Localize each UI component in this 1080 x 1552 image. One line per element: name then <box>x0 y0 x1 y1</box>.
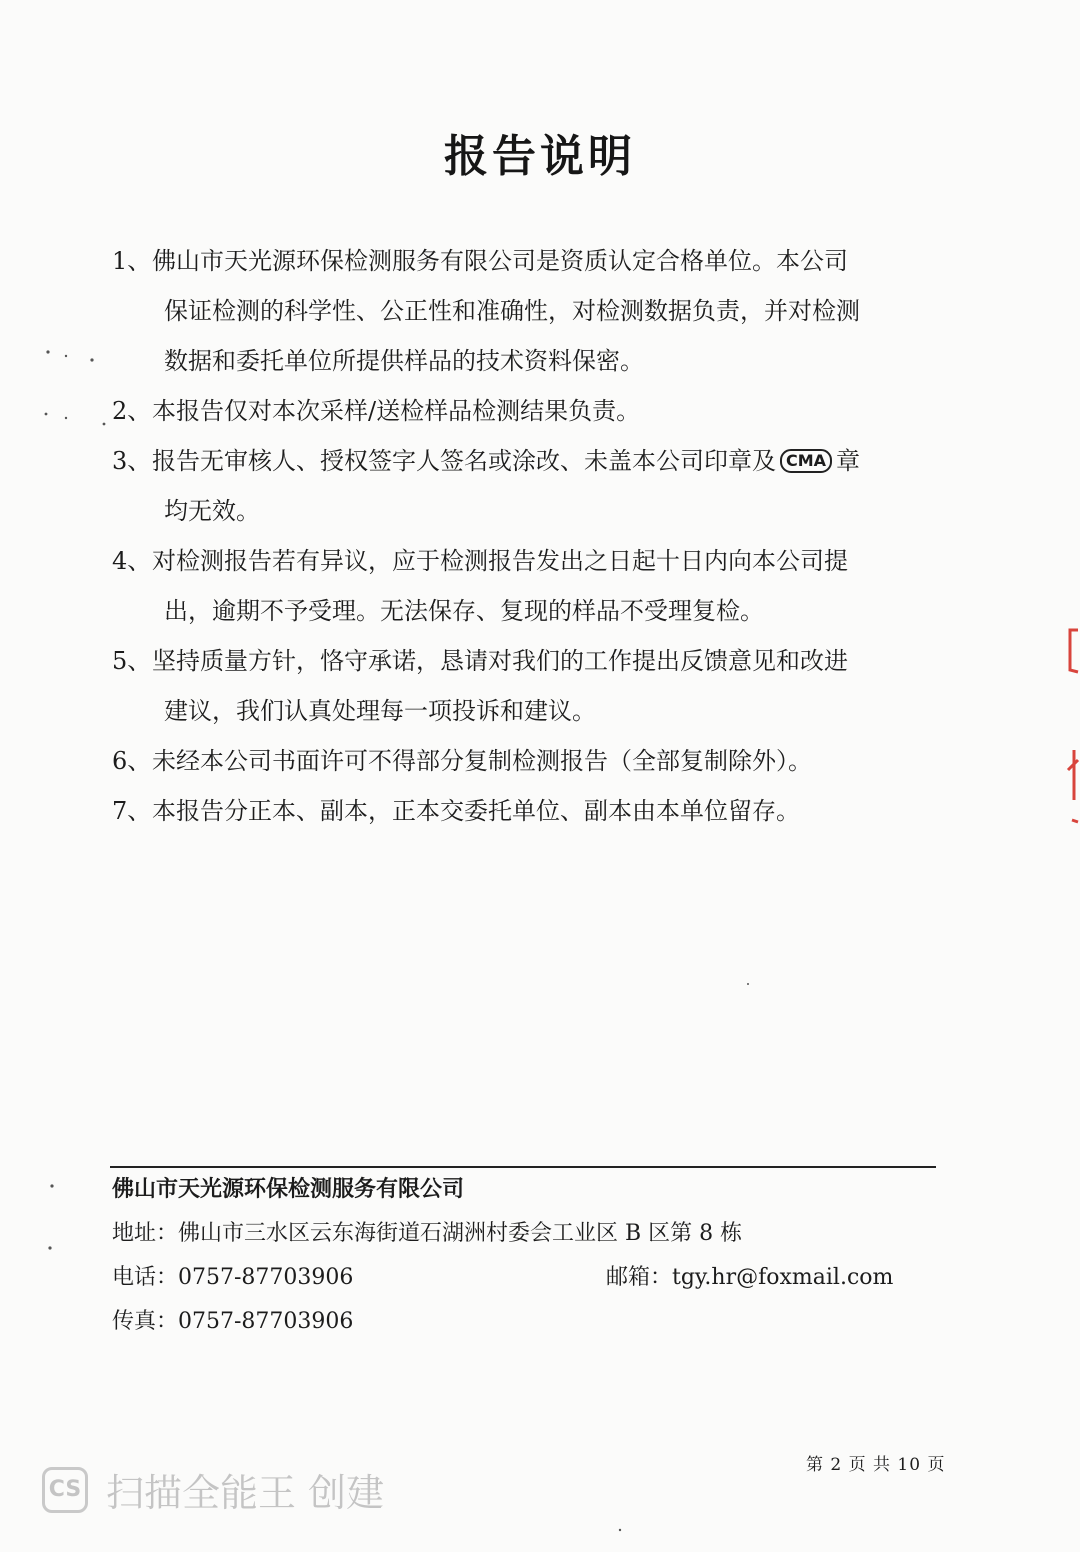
item-text-part: 章 <box>836 447 861 475</box>
item-text: 佛山市天光源环保检测服务有限公司是资质认定合格单位。本公司 <box>152 247 848 275</box>
item-number: 5、 <box>112 647 152 675</box>
item-number: 1、 <box>112 247 152 275</box>
item-text: 本报告分正本、副本，正本交委托单位、副本由本单位留存。 <box>152 797 800 825</box>
footer-phone: 电话：0757-87703906 <box>112 1265 354 1290</box>
cma-mark-icon: CMA <box>780 449 832 473</box>
page-number: 第 2 页 共 10 页 <box>806 1455 946 1475</box>
item-text: 数据和委托单位所提供样品的技术资料保密。 <box>164 347 644 375</box>
item-text: 坚持质量方针，恪守承诺，恳请对我们的工作提出反馈意见和改进 <box>152 647 848 675</box>
footer-email: 邮箱：tgy.hr@foxmail.com <box>606 1265 894 1290</box>
item-number: 2、 <box>112 397 152 425</box>
footer-fax: 传真：0757-87703906 <box>112 1309 354 1334</box>
camscanner-logo-icon: CS <box>42 1467 88 1513</box>
item-text: 出，逾期不予受理。无法保存、复现的样品不受理复检。 <box>164 597 764 625</box>
item-text: 建议，我们认真处理每一项投诉和建议。 <box>164 697 596 725</box>
item-number: 4、 <box>112 547 152 575</box>
item-number: 6、 <box>112 747 152 775</box>
item-text: 未经本公司书面许可不得部分复制检测报告（全部复制除外）。 <box>152 747 812 775</box>
item-number: 7、 <box>112 797 152 825</box>
item-text: 本报告仅对本次采样/送检样品检测结果负责。 <box>152 397 641 425</box>
watermark-text: 扫描全能王 创建 <box>106 1471 385 1515</box>
item-text-part: 报告无审核人、授权签字人签名或涂改、未盖本公司印章及 <box>152 447 776 475</box>
item-text: 均无效。 <box>164 497 260 525</box>
item-text: 保证检测的科学性、公正性和准确性，对检测数据负责，并对检测 <box>164 297 860 325</box>
item-text: 对检测报告若有异议，应于检测报告发出之日起十日内向本公司提 <box>152 547 848 575</box>
footer-company-name: 佛山市天光源环保检测服务有限公司 <box>112 1177 465 1202</box>
footer-address: 地址：佛山市三水区云东海街道石湖洲村委会工业区 B 区第 8 栋 <box>112 1221 743 1246</box>
page-title: 报告说明 <box>444 131 636 182</box>
item-number: 3、 <box>112 447 152 475</box>
